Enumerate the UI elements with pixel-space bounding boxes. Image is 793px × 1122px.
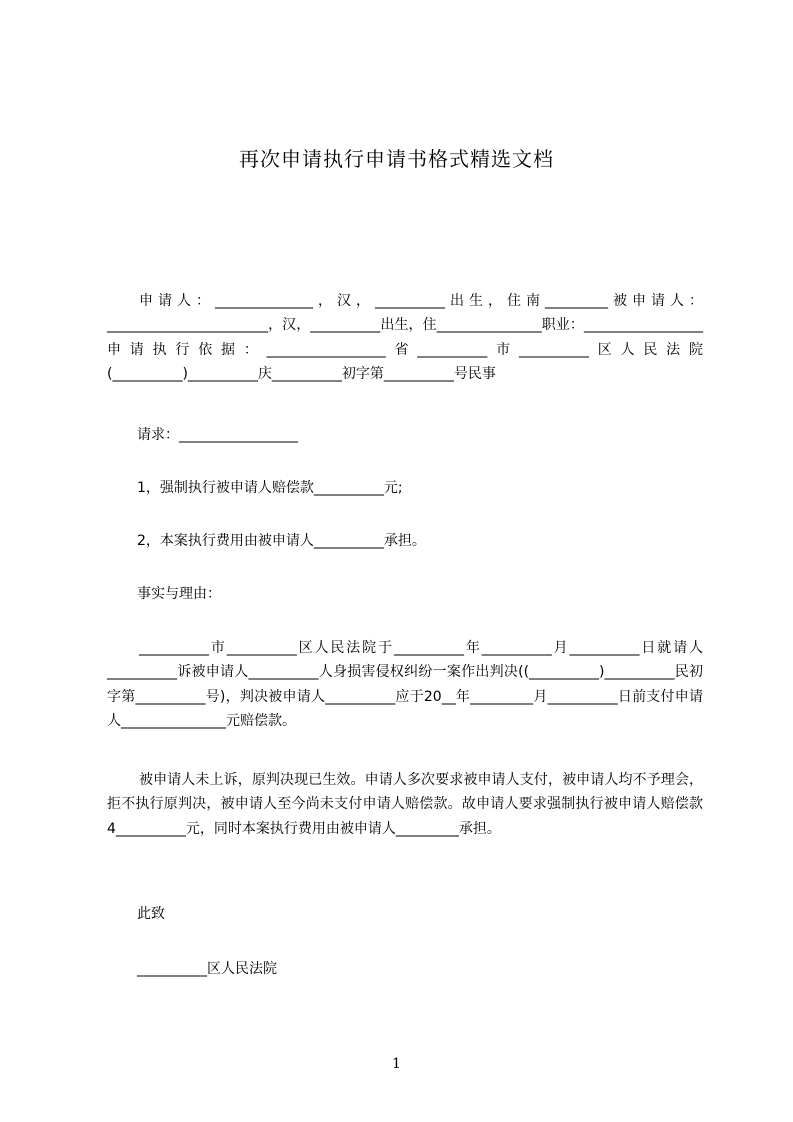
page-number: 1 bbox=[392, 1056, 401, 1072]
request-label: 请求：_________________ bbox=[137, 427, 298, 443]
facts-label: 事实与理由： bbox=[137, 586, 221, 602]
request-item-1: 1，强制执行被申请人赔偿款__________元; bbox=[137, 480, 403, 496]
request-item-1-section bbox=[107, 478, 733, 498]
parties-paragraph: 申请人：______________，汉，__________出生，住南_________被申请人：_______________________，汉，__________出生，住_______________职业：_________________申请执行依据：_________________省__________市__________区人民法院(__________)__________庆__________初字第__________号民事 bbox=[107, 293, 703, 383]
closing-greeting-section bbox=[107, 904, 733, 924]
closing-court-section bbox=[107, 959, 733, 979]
request-section bbox=[107, 425, 733, 445]
facts-paragraph-2: 被申请人未上诉，原判决现已生效。申请人多次要求被申请人支付，被申请人均不予理会，拒不执行原判决，被申请人至今尚未支付申请人赔偿款。故申请人要求强制执行被申请人赔偿款4__________元，同时本案执行费用由被申请人_________承担。 bbox=[107, 772, 703, 837]
facts-paragraph-1: __________市__________区人民法院于__________年__________月__________日就请人__________诉被申请人__________人身损害侵权纠纷一案作出判决((__________)__________民初字第__________号)，判决被申请人__________应于20__年_________月__________日前支付申请人_______________元赔偿款。 bbox=[107, 640, 703, 730]
request-item-2-section bbox=[107, 531, 733, 551]
closing-court: __________区人民法院 bbox=[137, 961, 277, 977]
parties-section bbox=[107, 289, 703, 387]
facts-label-section bbox=[107, 584, 733, 604]
facts-paragraph-2-section bbox=[107, 768, 703, 841]
facts-paragraph-1-section bbox=[107, 636, 703, 734]
document-title: 再次申请执行申请书格式精选文档 bbox=[239, 147, 554, 171]
request-item-2: 2，本案执行费用由被申请人__________承担。 bbox=[137, 533, 426, 549]
closing-greeting: 此致 bbox=[137, 906, 165, 922]
